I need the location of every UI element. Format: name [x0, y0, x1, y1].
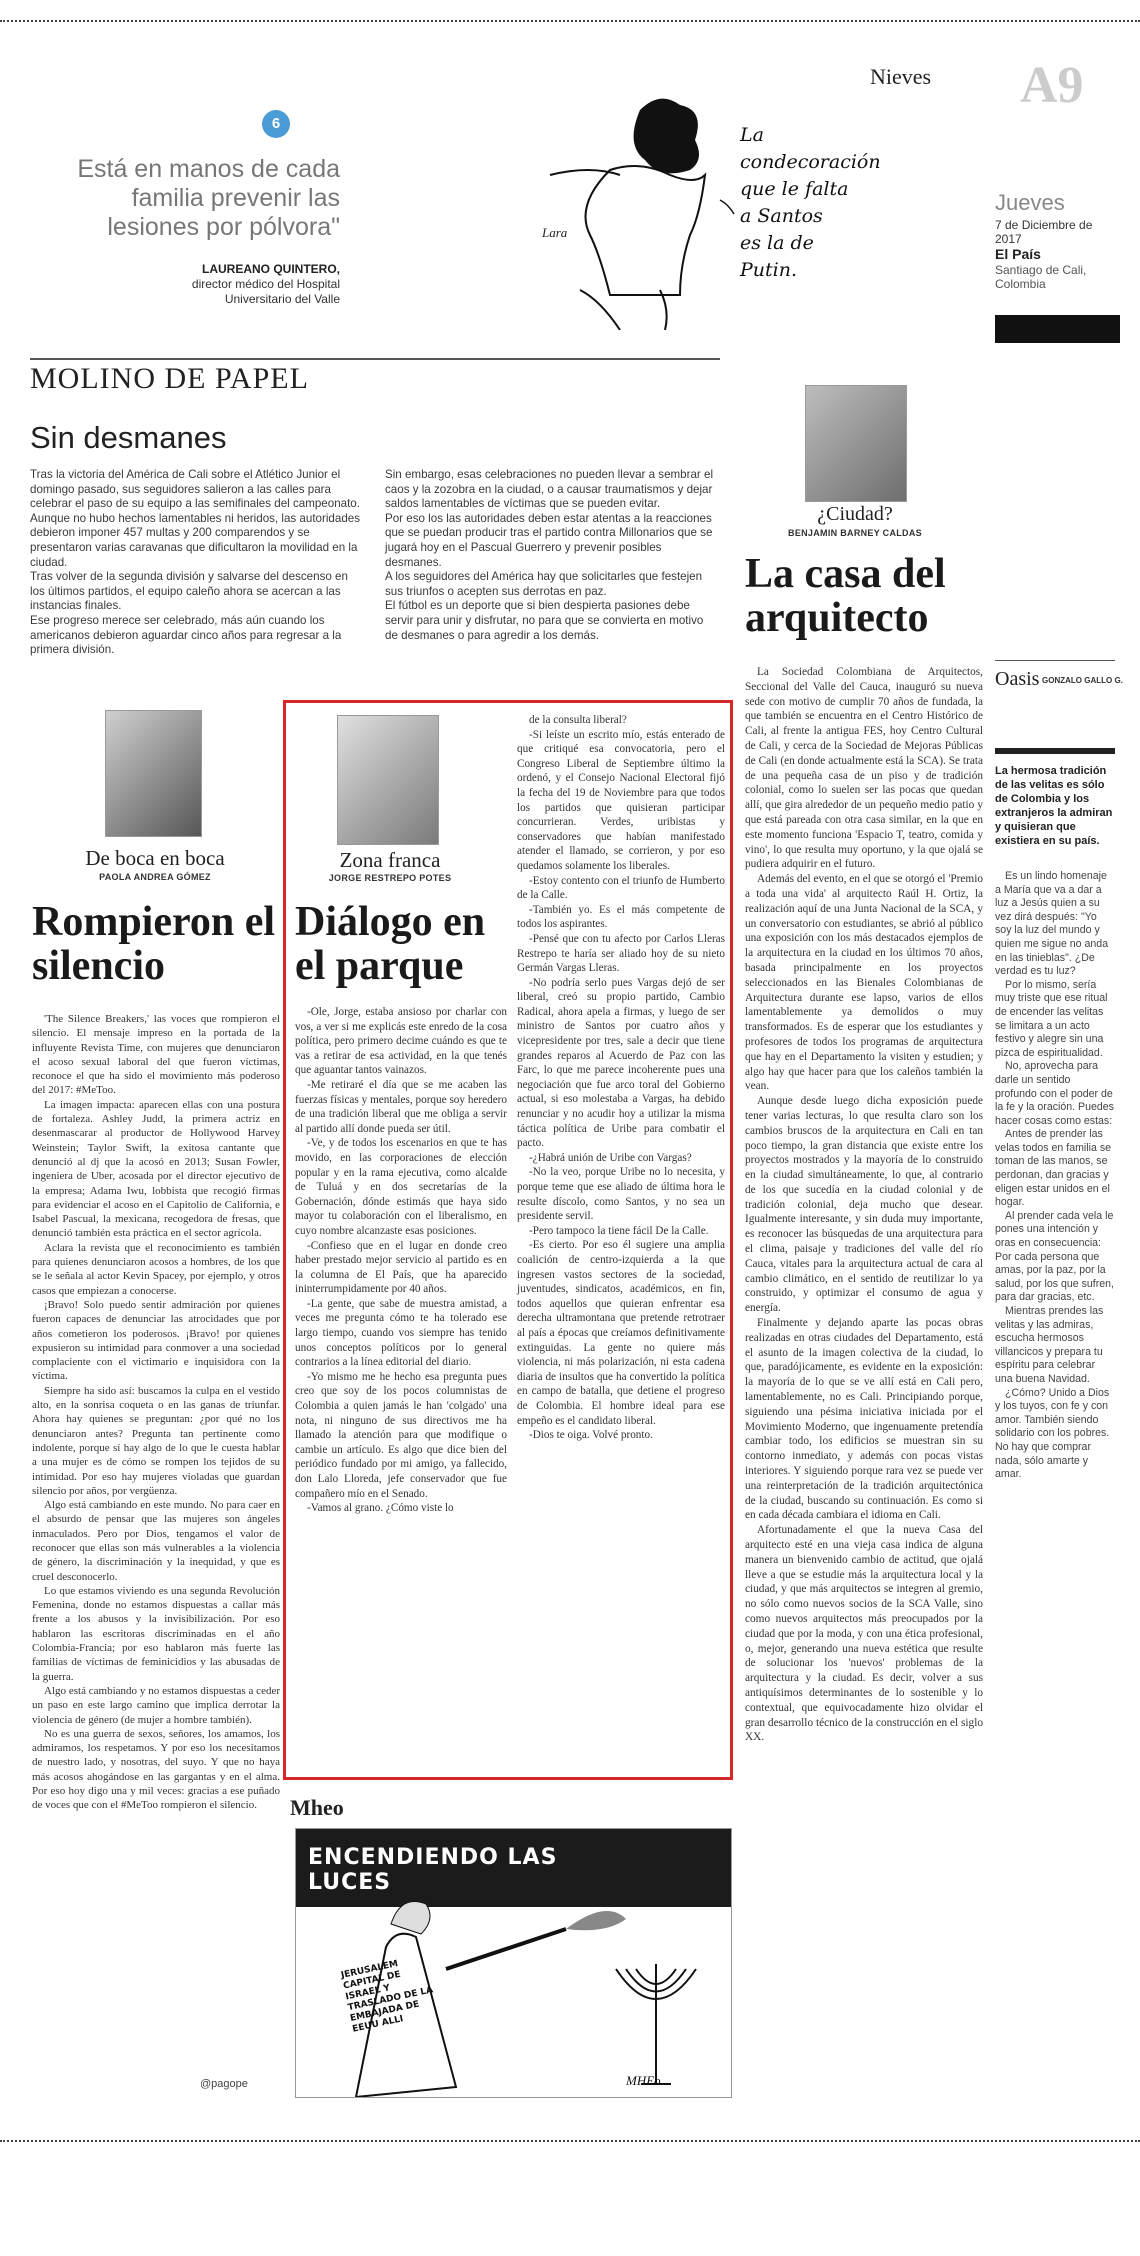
paragraph: Ese progreso merece ser celebrado, más aún cuando los americanos debieron aguardar cinco años para regresar a la primera división. — [30, 613, 342, 657]
mheo-label: Mheo — [290, 1795, 344, 1820]
paragraph: -Ole, Jorge, estaba ansioso por charlar con vos, a ver si me explicás este enredo de la cosa política, pero primero decime cuándo es que te vas a retirar de esa actividad, en la que tenés que aguantar tantos vainazos. — [295, 1006, 507, 1077]
molino-col2 — [385, 468, 715, 643]
paragraph: -Pero tampoco la tiene fácil De la Calle. — [529, 1224, 709, 1237]
hw-line: a Santos — [740, 205, 823, 227]
paragraph: de la consulta liberal? — [529, 714, 627, 726]
paragraph: Por eso los las autoridades deben estar atentas a la reacciones que se puedan producir tras el partido contra Millonarios que se jugará hoy en el Pascual Guerrero y prevenir posibles desmanes. — [385, 511, 713, 569]
paragraph: -Si leíste un escrito mío, estás enterado de que critiqué esa convocatoria, pero el Congreso Liberal de Septiembre último la ordenó, y el Consejo Nacional Electoral fijó la fecha del 19 de Noviembre para que todos los partidos que quisieran participar concurrieran. Verdes, uribistas y conservadores que habían manifestado atender el llamado, se corrieron, y por eso quedamos solamente los liberales. — [517, 728, 725, 872]
paragraph: Al prender cada vela le pones una intención y oras en consecuencia: Por cada persona que amas, por la paz, por la salud, por los que sufren, para dar gracias, etc. — [995, 1209, 1114, 1304]
paragraph: Por lo mismo, sería muy triste que ese ritual de encender las velitas se limitara a un acto festivo y alegre sin una pizca de espiritualidad. — [995, 978, 1108, 1059]
paragraph: -También yo. Es el más competente de todos los aspirantes. — [517, 903, 725, 931]
paragraph: ¡Bravo! Solo puedo sentir admiración por quienes fueron capaces de denunciar las atrocidades que por años cometieron los poderosos. ¡Bravo! por quienes expusieron su intimidad para conmover a una sociedad complaciente con el victimario e inquisidora con la víctima. — [32, 1298, 280, 1383]
oasis-lead-rule — [995, 748, 1115, 754]
oasis-author: GONZALO GALLO G. — [1042, 676, 1123, 685]
deboca-column-name: De boca en boca — [85, 846, 225, 870]
paragraph: ¿Cómo? Unido a Dios y los tuyos, con fe y con amor. También siendo solidario con los pobres. No hay que comprar nada, sólo amarte y amar. — [995, 1386, 1110, 1481]
ciudad-headline: La casa del arquitecto — [745, 551, 946, 641]
ciudad-column-name: ¿Ciudad? — [817, 503, 893, 525]
zona-headline: Diálogo en el parque — [295, 899, 486, 989]
paragraph: La imagen impacta: aparecen ellas con una postura de fortaleza. Ashley Judd, la primera actriz en desenmascarar al productor de Hollywood Harvey Weinstein; Taylor Swift, la exitosa cantante que denunció al dj que la acosó en 2013; Susan Fowler, ingeniera de Uber, acosada por el director ejecutivo de la empresa; Adama Iwu, lobbista que recogió firmas para evidenciar el acoso en el Capitolio de California, e Isabel Pascual, la mexicana, recogedora de fresas, que denunció también esta práctica en el sector agrícola. — [32, 1098, 280, 1240]
masthead — [870, 57, 1120, 350]
paragraph: Siempre ha sido así: buscamos la culpa en el vestido alto, en la sonrisa coqueta o en las ganas de triunfar. Ahora hay quienes se preguntan: ¿por qué no los denunciaron antes? Pregunta tan pertinente como indolente, porque sí hay algo de lo que le cuesta hablar a una mujer es de cómo se rompen los tejidos de su intimidad. Por eso hay mujeres violadas que guardan silencio por años, por vergüenza. — [32, 1384, 280, 1497]
quote-number-badge: 6 — [262, 110, 290, 138]
paragraph: Sin embargo, esas celebraciones no pueden llevar a sembrar el caos y la zozobra en la ciudad, o a causar traumatismos y dejar saldos lamentables de víctimas que se pueden evitar. — [385, 468, 714, 511]
quote-role: director médico del Hospital Universitario del Valle — [191, 277, 340, 306]
paragraph: -Dios te oiga. Volvé pronto. — [529, 1429, 653, 1442]
paragraph: A los seguidores del América hay que solicitarles que festejen sus triunfos o acepten sus derrotas en paz. — [385, 570, 703, 598]
paragraph: -Es cierto. Por eso él sugiere una amplia coalición de centro-izquierda a la que ingresen vastos sectores de la sociedad, juventudes, sindicatos, académicos, en fin, todos aquellos que quieran enfrentar esa derecha ultramontana que pretende retrotraer al país a épocas que creíamos definitivamente extinguidas. La gente no quiere más violencia, ni más polarización, ni esta cadena diaria de insultos que ha convertido la política en campo de batalla, que detiene el progreso de Colombia. El hombre ideal para ese empeño es el candidato liberal. — [517, 1239, 725, 1427]
paragraph: Algo está cambiando y no estamos dispuestas a ceder un paso en este largo camino que implica derrotar la violencia de género (de mujer a hombre también). — [32, 1684, 280, 1726]
paragraph: Mientras prendes las velitas y las admiras, escucha hermosos villancicos y prepara tu espíritu para celebrar una buena Navidad. — [995, 1305, 1104, 1385]
place: Santiago de Cali, Colombia — [995, 263, 1087, 291]
restrepo-author-photo — [337, 715, 439, 845]
deboca-handle: @pagope — [200, 2078, 248, 2090]
paragraph: Además del evento, en el que se otorgó el 'Premio a toda una vida' al arquitecto Raúl H. Ortiz, la realización aquí de una Junta Nacional de la SCA, y un conversatorio con estudiantes, se abrió al público una exposición con los más destacados ejemplos de la arquitectura en la ciudad en los últimos 70 años, basada principalmente en los proyectos seleccionados en las Bienales Colombianas de Arquitectura durante ese lapso, varios de ellos lamentablemente ya demolidos o muy transformados. Es de esperar que los estudiantes y profesores de todos los programas de arquitectura que hay en el Departamento la visiten y estudien; y algo hay que hacer para que los caleños también la vean. — [745, 873, 983, 1093]
paragraph: -No podría serlo pues Vargas dejó de ser liberal, creó su propio partido, Cambio Radical, ahora apela a firmas, y luego de ser ministro de Santos por cuatro años y vicepresidente por tres, sale a decir que tiene grandes reparos al Acuerdo de Paz con las Farc, lo que me parece incoherente pues una negociación que fue arco toral del Gobierno actual, si eso molestaba a Vargas, ha debido renunciar y no acudir hoy a utilizar la misma táctica política de Uribe para combatir el pacto. — [517, 976, 725, 1150]
paragraph: -¿Habrá unión de Uribe con Vargas? — [529, 1151, 692, 1164]
mheo-signature: MHEo — [626, 2073, 661, 2088]
paragraph: Aclara la revista que el reconocimiento es también para quienes denunciaron acosos a hombres, de los que se le señala al actor Kevin Spacey, por ejemplo, y otros casos que empiezan a conocerse. — [32, 1241, 280, 1297]
paragraph: -Pensé que con tu afecto por Carlos Lleras Restrepo te haría ser aliado hoy de su nieto Germán Vargas Lleras. — [517, 932, 725, 975]
paragraph: Es un lindo homenaje a María que va a dar a luz a Jesús quien a su vez dirá después: "Yo soy la luz del mundo y quien me sigue no anda en las tinieblas". ¿De verdad es tu luz? — [995, 870, 1109, 978]
ciudad-author: BENJAMIN BARNEY CALDAS — [788, 528, 922, 538]
deboca-author: PAOLA ANDREA GÓMEZ — [99, 872, 211, 882]
barney-author-photo — [805, 385, 907, 502]
bottom-dotted-rule — [0, 2140, 1140, 2142]
zona-col2 — [517, 713, 725, 1443]
paragraph: Finalmente y dejando aparte las pocas obras realizadas en otras ciudades del Departamento, está el asunto de la imagen colectiva de la ciudad, lo que, paradójicamente, es evidente en la exposición: la mayoría de lo que se ve allí está en Cali pero, lamentablemente, no es Cali. Principiando porque, siguiendo una pésima iniciativa iniciada por el Movimiento Moderno, que ingenuamente pretendía cambiar todo, los edificios se muestran sin su contorno inmediato, y además con pocas vistas interiores. Y siguiendo porque rara vez se puede ver una reinterpretación de la tradición arquitectónica de la ciudad, buscando su continuación. Es como si en cada década cambiara el idioma en Cali. — [745, 1317, 983, 1522]
molino-top-rule — [30, 358, 720, 360]
mheo-sign: JERUSALEM CAPITAL DE ISRAEL Y TRASLADO DE LA EMBAJADA DE EEUU ALLI — [340, 1959, 435, 2035]
molino-col1 — [30, 468, 360, 658]
paragraph: -Confieso que en el lugar en donde creo haber prestado mejor servicio al partido es en la columna de El País, que ha aparecido ininterrumpidamente por 40 años. — [295, 1239, 507, 1296]
paragraph: Tras volver de la segunda división y salvarse del descenso en los últimos partidos, el equipo caleño ahora se acercan a las instancias finales. — [30, 570, 348, 613]
paragraph: No, aprovecha para darle un sentido profundo con el poder de la fe y la oración. Puedes hacer cosas como estas: — [995, 1060, 1114, 1127]
paragraph: -La gente, que sabe de muestra amistad, a veces me pregunta cómo te ha tolerado ese largo tiempo, cuando vos siempre has tenido unos conceptos políticos por lo general contrarios a la línea editorial del diario. — [295, 1297, 507, 1369]
oasis-top-rule — [995, 660, 1115, 661]
paragraph: -Ve, y de todos los escenarios en que te has movido, en las corporaciones de elección popular y en la rama ejecutiva, como alcalde de Tuluá y en dos secretarías de la Gobernación, dónde estimás que haya sido mayor tu colaboración con el liberalismo, en cuyo nombre alcanzaste esas posiciones. — [295, 1137, 507, 1237]
hw-line: condecoración — [740, 151, 881, 173]
hw-line: La — [740, 124, 764, 146]
hw-line: Putin. — [740, 259, 798, 281]
quote-author: LAUREANO QUINTERO, — [202, 262, 340, 276]
date: 7 de Diciembre de 2017 — [995, 218, 1093, 246]
molino-section-title: MOLINO DE PAPEL — [30, 362, 309, 395]
masthead-black-bar — [995, 315, 1120, 343]
paragraph: Lo que estamos viviendo es una segunda Revolución Femenina, donde no estamos dispuestas a callar más frente a los abusos y la invisibilización. Por eso hablaron las escritoras discriminadas en el año Colombia-Francia; por eso hablaron más fuerte las familias de víctimas de feminicidios y las abusadas de la guerra. — [32, 1584, 280, 1683]
paragraph: Afortunadamente el que la nueva Casa del arquitecto esté en una vieja casa indica de alguna manera un bienvenido cambio de actitud, que ojalá lleve a que se estudie más la arquitectura local y la ciudad, y que más arquitectos se integren al gremio, no sólo como nuevos socios de la SCA Valle, sino como nuevos arquitectos más preocupados por la ciudad que por la moda, y con una ética profesional, o, mejor, generando una nueva estética que resulte de solucionar los 'nuevos' problemas de la arquitectura y la ciudad. Es decir, volver a sus antiquísimos determinantes de lo sostenible y lo contextual, que equivocadamente hizo olvidar el gran desarrollo técnico de la construcción en el siglo XX. — [745, 1524, 983, 1744]
paragraph: -Vamos al grano. ¿Cómo viste lo — [307, 1502, 454, 1515]
paragraph: Algo está cambiando en este mundo. No para caer en el absurdo de pensar que las mujeres son ángeles inmaculados. Pero por Dios, tengamos el valor de reconocer que ellas son más vulnerables a la violencia de género, la discriminación y la inequidad, y que es cruel desconocerlo. — [32, 1499, 280, 1583]
paper-name: El País — [995, 246, 1041, 262]
deboca-body — [32, 1012, 280, 1813]
paragraph: -No la veo, porque Uribe no lo necesita, y porque teme que ese aliado de última hora le resulte díscolo, como Santos, y no sea un presidente servil. — [517, 1166, 725, 1223]
top-cartoon — [520, 80, 881, 330]
hw-line: que le falta — [740, 178, 849, 200]
mheo-banner: ENCENDIENDO LAS LUCES — [308, 1845, 558, 1895]
section-name: Nieves — [870, 64, 932, 89]
zona-author: JORGE RESTREPO POTES — [328, 873, 452, 883]
paragraph: Antes de prender las velas todos en familia se toman de las manos, se perdonan, dan gracias y eligen estar unidos en el hogar. — [995, 1128, 1112, 1209]
oasis-lead: La hermosa tradición de las velitas es sólo de Colombia y los extranjeros la admiran y quisieran que existiera en su país. — [995, 765, 1113, 847]
paragraph: -Yo mismo me he hecho esa pregunta pues creo que soy de los pocos columnistas de Colombia a quien jamás le han 'colgado' una nota, ni ninguno de sus directivos me ha llamado la atención para que modifique o cambie un artículo. Es algo que dice bien del periódico fundado por mi amigo, ya fallecido, don Lalo Lloreda, jefe conservador que fue compañero mío en el Senado. — [295, 1370, 507, 1500]
mheo-cartoon — [295, 1828, 732, 2098]
quote-block — [40, 110, 340, 340]
quote-text: Está en manos de cada familia prevenir las lesiones por pólvora" — [77, 155, 340, 241]
zona-column-name: Zona franca — [339, 848, 441, 872]
paragraph: Aunque no hubo hechos lamentables ni heridos, las autoridades debieron imponer 457 multas y 200 comparendos y se presentaron varias caravanas que dificultaron la movilidad en la ciudad. — [30, 511, 361, 569]
paragraph: Tras la victoria del América de Cali sobre el Atlético Junior el domingo pasado, sus seguidores salieron a las calles para celebrar el paso de su equipo a las semifinales del campeonato. — [30, 468, 360, 511]
paragraph: La Sociedad Colombiana de Arquitectos, Seccional del Valle del Cauca, inauguró su nueva sede con motivo de cumplir 70 años de fundada, la que también se encuentra en el Centro Histórico de Cali, al frente la antigua FES, hoy Centro Cultural de Cali, y cerca de la Sociedad de Mejoras Públicas de Cali (en donde actualmente está la SCA). Se trata de una pequeña casa de un piso y de tradición colonial, como lo suelen ser las pocas que quedan allí, que gira alrededor de un pequeño medio patio y que está pareada con otra casa similar, en la que en este momento funciona 'Espacio T, teatro, comida y vino', lo que resulta muy oportuno, y la que ojalá se pudiera adquirir en el futuro. — [745, 666, 983, 871]
paragraph: 'The Silence Breakers,' las voces que rompieron el silencio. El mensaje impreso en la portada de la influyente Revista Time, con mujeres que denunciaron el acoso sexual laboral del que fueron víctimas, reconoce el que ha sido el movimiento más poderoso del 2017: #MeToo. — [32, 1013, 280, 1097]
cartoon-handwriting — [740, 122, 881, 284]
oasis-body — [995, 870, 1115, 1482]
paragraph: -Me retiraré el día que se me acaben las fuerzas físicas y mentales, porque soy heredero de una tradición liberal que me obliga a servir al partido allí donde pueda ser útil. — [295, 1078, 507, 1135]
zona-col1 — [295, 1005, 507, 1516]
paragraph: No es una guerra de sexos, señores, los amamos, los admiramos, los respetamos. Y por eso los necesitamos de nuestro lado, y nosotras, del suyo. Y que no haya más acosos ahogándose en las gargantas y en el alma. Por eso hoy digo una y mil veces: gracias a ese puñado de voces que con el #MeToo rompieron el silencio. — [32, 1727, 280, 1812]
paragraph: -Estoy contento con el triunfo de Humberto de la Calle. — [517, 874, 725, 902]
oasis-title: Oasis — [995, 668, 1040, 690]
page-number: A9 — [1020, 57, 1084, 114]
gomez-author-photo — [105, 710, 202, 837]
weekday: Jueves — [995, 190, 1065, 215]
top-dotted-rule — [0, 20, 1140, 22]
cartoon-signature: Lara — [542, 225, 568, 240]
paragraph: El fútbol es un deporte que si bien despierta pasiones debe servir para unir y disfrutar, no para que se convierta en motivo de desmanes o para agredir a los demás. — [385, 599, 704, 642]
deboca-headline: Rompieron el silencio — [32, 899, 276, 989]
ciudad-body — [745, 665, 983, 1745]
hw-line: es la de — [740, 232, 814, 254]
molino-headline: Sin desmanes — [30, 420, 227, 455]
paragraph: Aunque desde luego dicha exposición puede tener varias lecturas, lo que resulta claro son los cambios bruscos de la arquitectura en Cali en tan poco tiempo, la gran distancia que existe entre los proyectos mostrados y la mayoría de lo construido en la ciudad simultáneamente, lo que, al contrario de los que sucedía en la ciudad colonial y de tradición colonial, deja mucho que desear. Igualmente interesante, y sin duda muy importante, es reconocer las búsquedas de una arquitectura para el clima, paisaje y tradiciones del valle del río Cauca, vitales para la arquitectura actual de cara al cambio climático, en el sentido de reutilizar lo ya construido, y optimizar el consumo de agua y energía. — [745, 1095, 983, 1315]
